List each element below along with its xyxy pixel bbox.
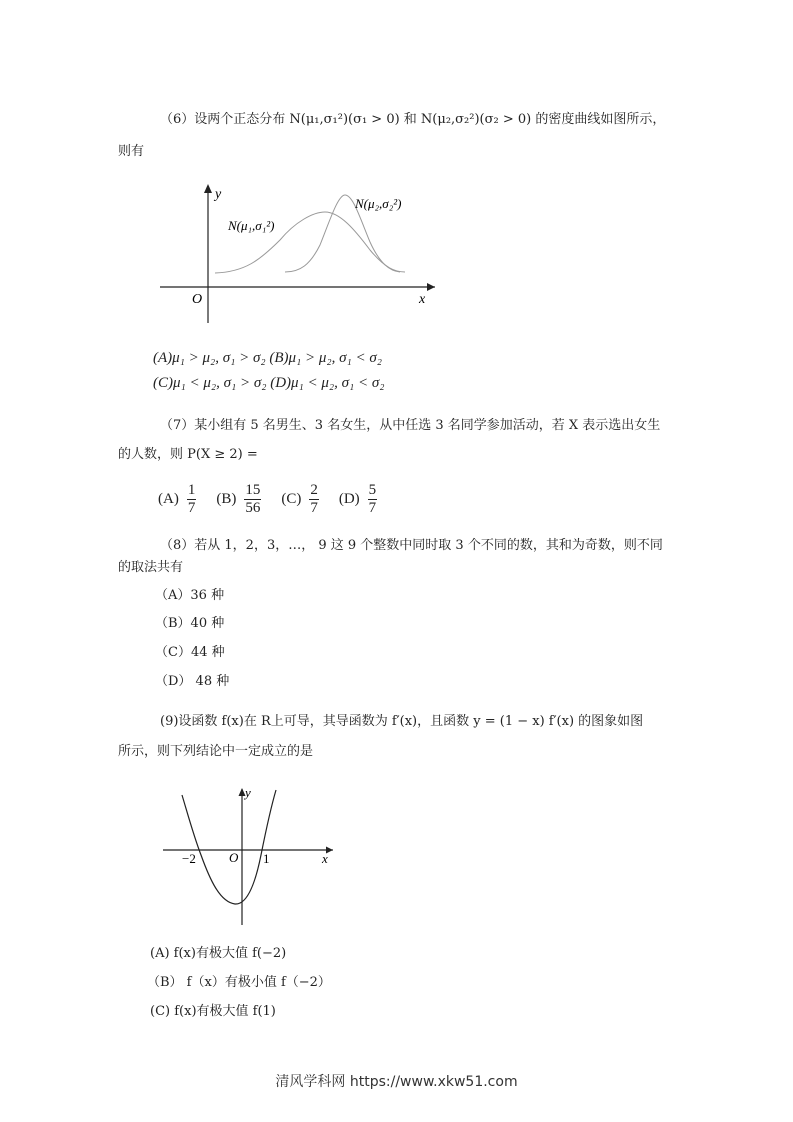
q7-option-b-fraction: $\frac{15}{56}$ xyxy=(245,482,261,516)
q7-stem-line1: （7）某小组有 5 名男生、3 名女生，从中任选 3 名同学参加活动，若 X 表示选出女生 xyxy=(160,418,661,433)
q7-option-a-fraction: $\frac{1}{7}$ xyxy=(187,482,196,516)
tick-label-1: 1 xyxy=(263,851,270,866)
derivative-product-graph xyxy=(158,785,338,935)
q8-stem-line2: 的取法共有 xyxy=(118,560,184,575)
q7-option-b-label: (B) xyxy=(216,491,237,507)
q8-option-d: （D） 48 种 xyxy=(155,674,230,689)
x-axis-label: x xyxy=(419,292,426,307)
curve-2-label: N(μ₂,σ₂²) xyxy=(355,196,402,211)
q7-options xyxy=(158,482,377,517)
q9-option-c: (C) f(x)有极大值 f(1) xyxy=(150,1004,276,1019)
curve-1-label: N(μ₁,σ₁²) xyxy=(228,218,275,233)
q6-stem-line2: 则有 xyxy=(118,144,145,159)
origin-label: O xyxy=(192,292,203,307)
q7-option-c-label: (C) xyxy=(281,491,302,507)
q7-stem-line2: 的人数，则 P(X ≥ 2) = xyxy=(118,447,258,462)
normal-density-graph xyxy=(155,180,445,330)
q7-option-d-fraction: $\frac{5}{7}$ xyxy=(368,482,377,516)
q9-stem-line1: (9)设函数 f(x)在 R上可导，其导函数为 f′(x)，且函数 y = (1 − x) f′(x) 的图象如图 xyxy=(160,714,644,729)
x-axis-label: x xyxy=(322,851,328,866)
q9-stem-line2: 所示，则下列结论中一定成立的是 xyxy=(118,744,314,759)
q6-stem-line1: （6）设两个正态分布 N(μ₁,σ₁²)(σ₁ > 0) 和 N(μ₂,σ₂²)(σ₂ > 0) 的密度曲线如图所示， xyxy=(160,112,666,127)
q6-options-row1: (A)μ₁ > μ₂, σ₁ > σ₂ (B)μ₁ > μ₂, σ₁ < σ₂ xyxy=(153,350,382,366)
origin-label: O xyxy=(229,850,239,865)
q9-option-b: （B） f（x）有极小值 f（−2） xyxy=(147,975,331,990)
q9-option-a: (A) f(x)有极大值 f(−2) xyxy=(150,946,287,961)
q8-stem-line1: （8）若从 1，2，3，…， 9 这 9 个整数中同时取 3 个不同的数，其和为奇数，则不同 xyxy=(160,538,663,553)
y-axis-label: y xyxy=(245,785,251,800)
x-axis-arrow xyxy=(427,283,435,291)
y-axis-label: y xyxy=(215,187,222,202)
q8-option-b: （B）40 种 xyxy=(155,616,225,631)
q7-option-c-fraction: $\frac{2}{7}$ xyxy=(310,482,318,516)
q6-options-row2: (C)μ₁ < μ₂, σ₁ > σ₂ (D)μ₁ < μ₂, σ₁ < σ₂ xyxy=(153,375,385,391)
y-axis-arrow xyxy=(204,184,212,193)
function-curve xyxy=(182,790,276,904)
q8-option-c: （C）44 种 xyxy=(155,645,225,660)
q8-option-a: （A）36 种 xyxy=(155,588,225,603)
q7-option-a-label: (A) xyxy=(158,491,179,507)
footer-watermark: 清风学科网 https://www.xkw51.com xyxy=(275,1074,518,1090)
q7-option-d-label: (D) xyxy=(338,491,360,507)
tick-label-neg2: −2 xyxy=(182,851,196,866)
